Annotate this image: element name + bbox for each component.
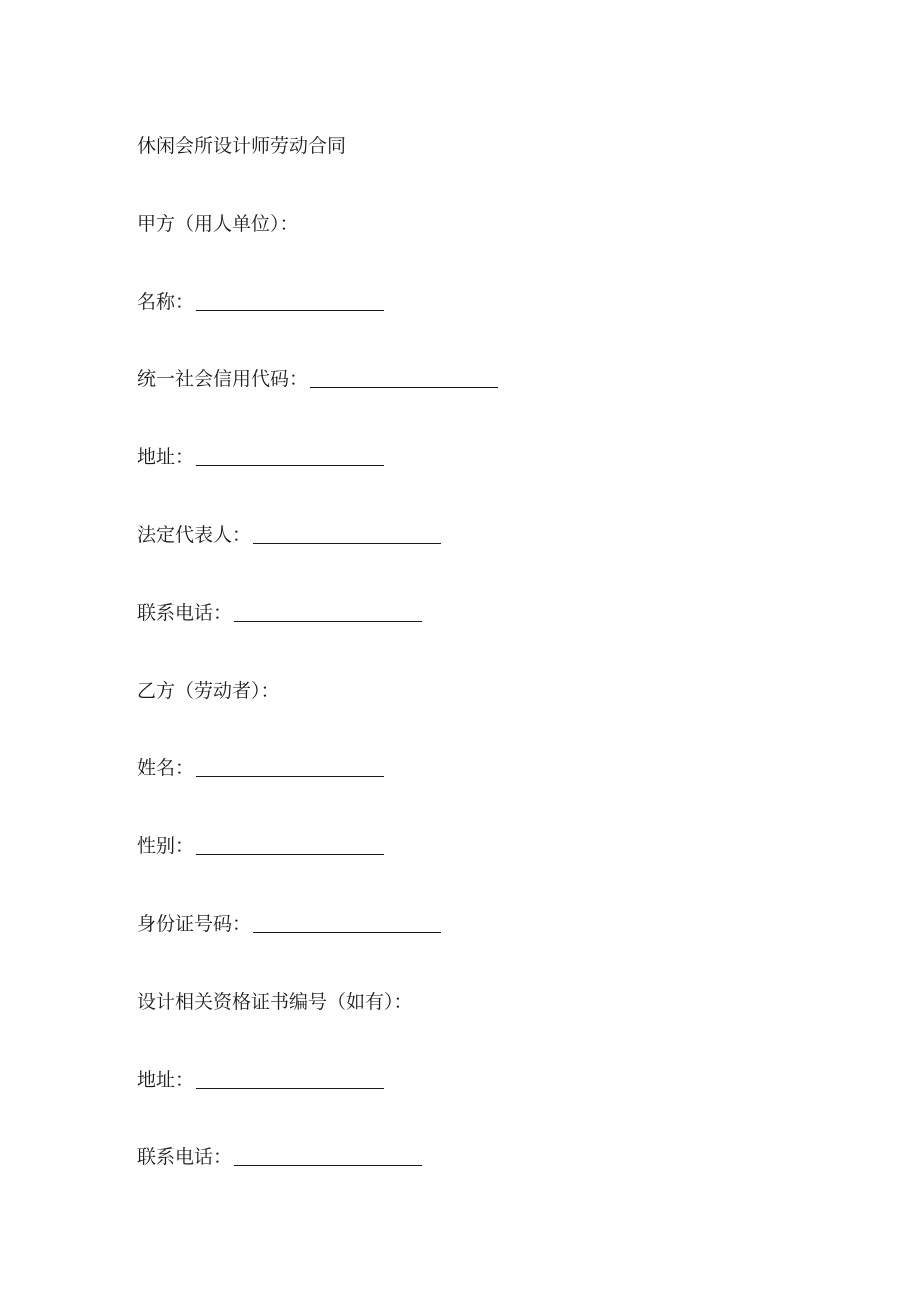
field-label: 姓名： — [137, 757, 195, 780]
party-b-address-field — [137, 1066, 837, 1094]
party-a-address-field — [137, 443, 837, 471]
field-label: 名称： — [137, 290, 195, 313]
cert-heading-text: 设计相关资格证书编号（如有）： — [137, 990, 413, 1013]
fill-in-blank — [196, 464, 384, 466]
party-b-cert-heading — [137, 988, 837, 1016]
party-b-heading-text: 乙方（劳动者）： — [137, 679, 280, 702]
field-label: 身份证号码： — [137, 912, 252, 935]
party-b-phone-field — [137, 1143, 837, 1171]
party-a-phone-field — [137, 599, 837, 627]
document-title-text: 休闲会所设计师劳动合同 — [137, 135, 347, 157]
field-label: 性别： — [137, 835, 195, 858]
party-b-heading — [137, 677, 837, 705]
party-b-name-field — [137, 754, 837, 782]
party-a-name-field — [137, 288, 837, 316]
field-label: 地址： — [137, 446, 195, 469]
party-a-heading-text: 甲方（用人单位）： — [137, 212, 299, 235]
fill-in-blank — [196, 853, 384, 855]
party-a-heading — [137, 210, 837, 238]
fill-in-blank — [253, 542, 441, 544]
field-label: 地址： — [137, 1068, 195, 1091]
fill-in-blank — [234, 1164, 422, 1166]
fill-in-blank — [310, 386, 498, 388]
fill-in-blank — [196, 1087, 384, 1089]
party-a-legal-rep-field — [137, 521, 837, 549]
fill-in-blank — [196, 309, 384, 311]
field-label: 联系电话： — [137, 601, 233, 624]
field-label: 联系电话： — [137, 1146, 233, 1169]
party-a-credit-code-field — [137, 365, 837, 393]
field-label: 统一社会信用代码： — [137, 368, 309, 391]
party-b-id-number-field — [137, 910, 837, 938]
contract-body — [137, 132, 837, 1221]
field-label: 法定代表人： — [137, 523, 252, 546]
fill-in-blank — [196, 775, 384, 777]
party-b-gender-field — [137, 832, 837, 860]
fill-in-blank — [234, 620, 422, 622]
fill-in-blank — [253, 931, 441, 933]
document-title — [137, 132, 837, 160]
